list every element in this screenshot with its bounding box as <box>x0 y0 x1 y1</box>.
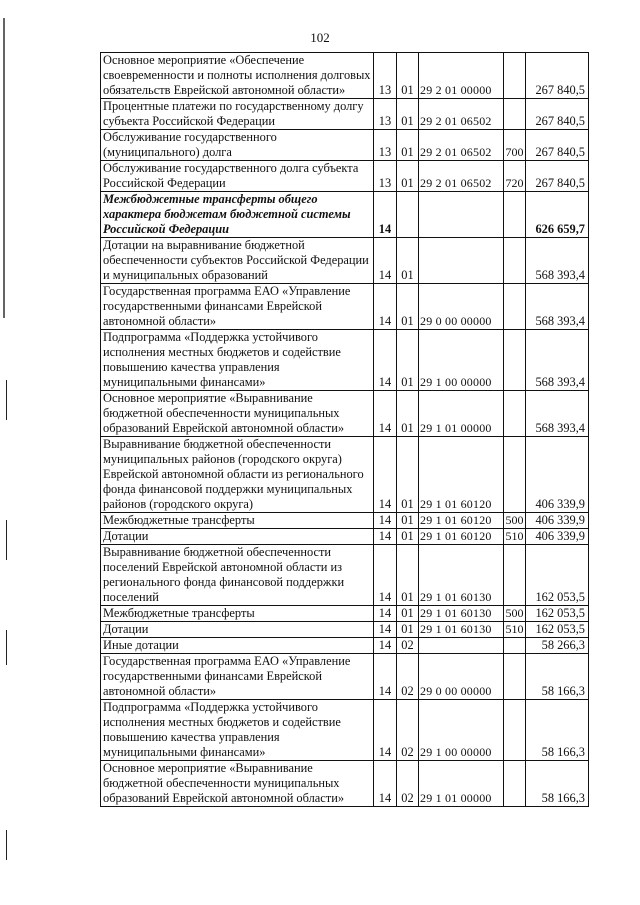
row-target-article <box>419 638 504 654</box>
row-amount: 568 393,4 <box>526 238 589 284</box>
row-expense-type <box>504 53 526 99</box>
row-subsection: 01 <box>397 606 419 622</box>
table-row <box>101 391 589 437</box>
row-subsection: 01 <box>397 330 419 391</box>
row-name: Процентные платежи по государственному долгу субъекта Российской Федерации <box>101 99 374 130</box>
row-expense-type <box>504 700 526 761</box>
row-target-article: 29 2 01 00000 <box>419 53 504 99</box>
row-expense-type: 510 <box>505 529 524 543</box>
row-section: 13 <box>374 130 397 161</box>
table-row <box>101 622 589 638</box>
row-section: 14 <box>374 700 397 761</box>
table-row <box>101 130 589 161</box>
row-subsection: 02 <box>397 761 419 807</box>
row-section: 13 <box>374 99 397 130</box>
row-section: 14 <box>374 654 397 700</box>
row-name: Иные дотации <box>101 638 374 654</box>
table-row <box>101 606 589 622</box>
row-target-article: 29 1 01 00000 <box>419 761 504 807</box>
row-amount: 406 339,9 <box>526 513 589 529</box>
row-name: Дотации <box>101 622 374 638</box>
table-row <box>101 545 589 606</box>
row-target-article: 29 2 01 06502 <box>419 130 504 161</box>
row-name: Межбюджетные трансферты <box>101 606 374 622</box>
row-name: Государственная программа ЕАО «Управление государственными финансами Еврейской автономной области» <box>101 284 374 330</box>
row-amount: 568 393,4 <box>526 391 589 437</box>
row-target-article: 29 1 01 60130 <box>419 606 504 622</box>
row-expense-type: 720 <box>504 161 526 192</box>
row-section: 14 <box>374 638 397 654</box>
row-expense-type <box>504 638 526 654</box>
row-target-article: 29 2 01 06502 <box>419 99 504 130</box>
row-section: 14 <box>374 437 397 513</box>
row-name: Основное мероприятие «Выравнивание бюджетной обеспеченности муниципальных образований Еврейской автономной области» <box>101 391 374 437</box>
row-section: 14 <box>374 606 397 622</box>
row-name: Основное мероприятие «Выравнивание бюджетной обеспеченности муниципальных образований Еврейской автономной области» <box>101 761 374 807</box>
row-name: Подпрограмма «Поддержка устойчивого исполнения местных бюджетов и содействие повышению качества управления муниципальными финансами» <box>101 700 374 761</box>
row-amount: 162 053,5 <box>526 545 589 606</box>
table-row <box>101 238 589 284</box>
row-target-article <box>419 192 504 238</box>
row-target-article: 29 1 01 60130 <box>419 545 504 606</box>
row-amount: 406 339,9 <box>526 529 589 545</box>
row-amount: 267 840,5 <box>526 161 589 192</box>
row-name: Государственная программа ЕАО «Управление государственными финансами Еврейской автономной области» <box>101 654 374 700</box>
row-section: 14 <box>374 238 397 284</box>
row-name: Обслуживание государственного (муниципального) долга <box>101 130 374 161</box>
table-row <box>101 529 589 545</box>
row-target-article: 29 1 01 60120 <box>419 513 504 529</box>
row-name: Межбюджетные трансферты общего характера бюджетам бюджетной системы Российской Федерации <box>101 192 374 238</box>
row-target-article: 29 1 01 00000 <box>419 391 504 437</box>
row-amount: 267 840,5 <box>526 53 589 99</box>
row-name: Выравнивание бюджетной обеспеченности муниципальных районов (городского округа) Еврейской автономной области из регионального фонда финансовой поддержки муниципальных районов (городского округа) <box>101 437 374 513</box>
row-expense-type: 500 <box>505 513 524 527</box>
scan-edge-mark <box>3 18 5 318</box>
row-amount: 267 840,5 <box>526 130 589 161</box>
row-expense-type <box>504 238 526 284</box>
table-row <box>101 99 589 130</box>
row-expense-type <box>504 192 526 238</box>
row-amount: 626 659,7 <box>526 192 589 238</box>
row-expense-type <box>504 654 526 700</box>
row-subsection <box>397 192 419 238</box>
row-amount: 162 053,5 <box>526 606 589 622</box>
row-subsection: 01 <box>397 284 419 330</box>
row-target-article: 29 1 00 00000 <box>419 330 504 391</box>
row-subsection: 01 <box>397 53 419 99</box>
row-target-article <box>419 238 504 284</box>
row-subsection: 01 <box>397 161 419 192</box>
row-name: Дотации <box>101 529 374 545</box>
row-section: 14 <box>374 284 397 330</box>
scan-edge-mark <box>6 520 7 560</box>
row-target-article: 29 0 00 00000 <box>419 284 504 330</box>
table-row <box>101 330 589 391</box>
row-subsection: 01 <box>397 238 419 284</box>
table-row <box>101 161 589 192</box>
row-subsection: 01 <box>397 622 419 638</box>
row-section: 14 <box>374 391 397 437</box>
table-row <box>101 53 589 99</box>
row-section: 14 <box>374 192 397 238</box>
row-expense-type: 510 <box>505 622 524 636</box>
row-section: 14 <box>374 330 397 391</box>
row-expense-type <box>504 284 526 330</box>
row-section: 13 <box>374 161 397 192</box>
row-section: 14 <box>374 545 397 606</box>
row-name: Межбюджетные трансферты <box>101 513 374 529</box>
row-amount: 58 166,3 <box>526 700 589 761</box>
row-subsection: 01 <box>397 437 419 513</box>
row-subsection: 01 <box>397 99 419 130</box>
row-target-article: 29 1 01 60130 <box>419 622 504 638</box>
row-subsection: 01 <box>397 513 419 529</box>
row-subsection: 02 <box>397 638 419 654</box>
row-section: 14 <box>374 513 397 529</box>
row-expense-type: 700 <box>504 130 526 161</box>
row-section: 14 <box>374 761 397 807</box>
row-name: Выравнивание бюджетной обеспеченности поселений Еврейской автономной области из регионального фонда финансовой поддержки поселений <box>101 545 374 606</box>
row-name: Дотации на выравнивание бюджетной обеспеченности субъектов Российской Федерации и муниципальных образований <box>101 238 374 284</box>
row-subsection: 01 <box>397 130 419 161</box>
scan-edge-mark <box>6 380 7 420</box>
row-name: Основное мероприятие «Обеспечение своевременности и полноты исполнения долговых обязательств Еврейской автономной области» <box>101 53 374 99</box>
row-subsection: 02 <box>397 700 419 761</box>
row-target-article: 29 1 01 60120 <box>419 437 504 513</box>
row-section: 14 <box>374 622 397 638</box>
table-row <box>101 192 589 238</box>
table-row <box>101 513 589 529</box>
row-subsection: 02 <box>397 654 419 700</box>
row-amount: 267 840,5 <box>526 99 589 130</box>
row-name: Обслуживание государственного долга субъекта Российской Федерации <box>101 161 374 192</box>
row-target-article: 29 1 01 60120 <box>419 529 504 545</box>
row-target-article: 29 1 00 00000 <box>419 700 504 761</box>
row-amount: 162 053,5 <box>526 622 589 638</box>
row-amount: 568 393,4 <box>526 330 589 391</box>
row-subsection: 01 <box>397 529 419 545</box>
table-row <box>101 437 589 513</box>
row-target-article: 29 0 00 00000 <box>419 654 504 700</box>
row-expense-type: 500 <box>505 606 524 620</box>
scan-edge-mark <box>6 630 7 665</box>
row-amount: 568 393,4 <box>526 284 589 330</box>
scan-edge-mark <box>6 830 7 860</box>
budget-table <box>100 52 589 807</box>
table-row <box>101 638 589 654</box>
row-subsection: 01 <box>397 545 419 606</box>
row-expense-type <box>504 761 526 807</box>
row-name: Подпрограмма «Поддержка устойчивого исполнения местных бюджетов и содействие повышению качества управления муниципальными финансами» <box>101 330 374 391</box>
row-expense-type <box>504 330 526 391</box>
row-amount: 58 266,3 <box>526 638 589 654</box>
row-expense-type <box>504 391 526 437</box>
row-expense-type <box>504 99 526 130</box>
row-amount: 58 166,3 <box>526 761 589 807</box>
row-expense-type <box>504 437 526 513</box>
row-expense-type <box>504 545 526 606</box>
row-target-article: 29 2 01 06502 <box>419 161 504 192</box>
row-section: 13 <box>374 53 397 99</box>
row-subsection: 01 <box>397 391 419 437</box>
page-number: 102 <box>310 30 330 45</box>
table-row <box>101 284 589 330</box>
table-row <box>101 654 589 700</box>
row-amount: 406 339,9 <box>526 437 589 513</box>
row-section: 14 <box>374 529 397 545</box>
table-row <box>101 761 589 807</box>
row-amount: 58 166,3 <box>526 654 589 700</box>
table-row <box>101 700 589 761</box>
